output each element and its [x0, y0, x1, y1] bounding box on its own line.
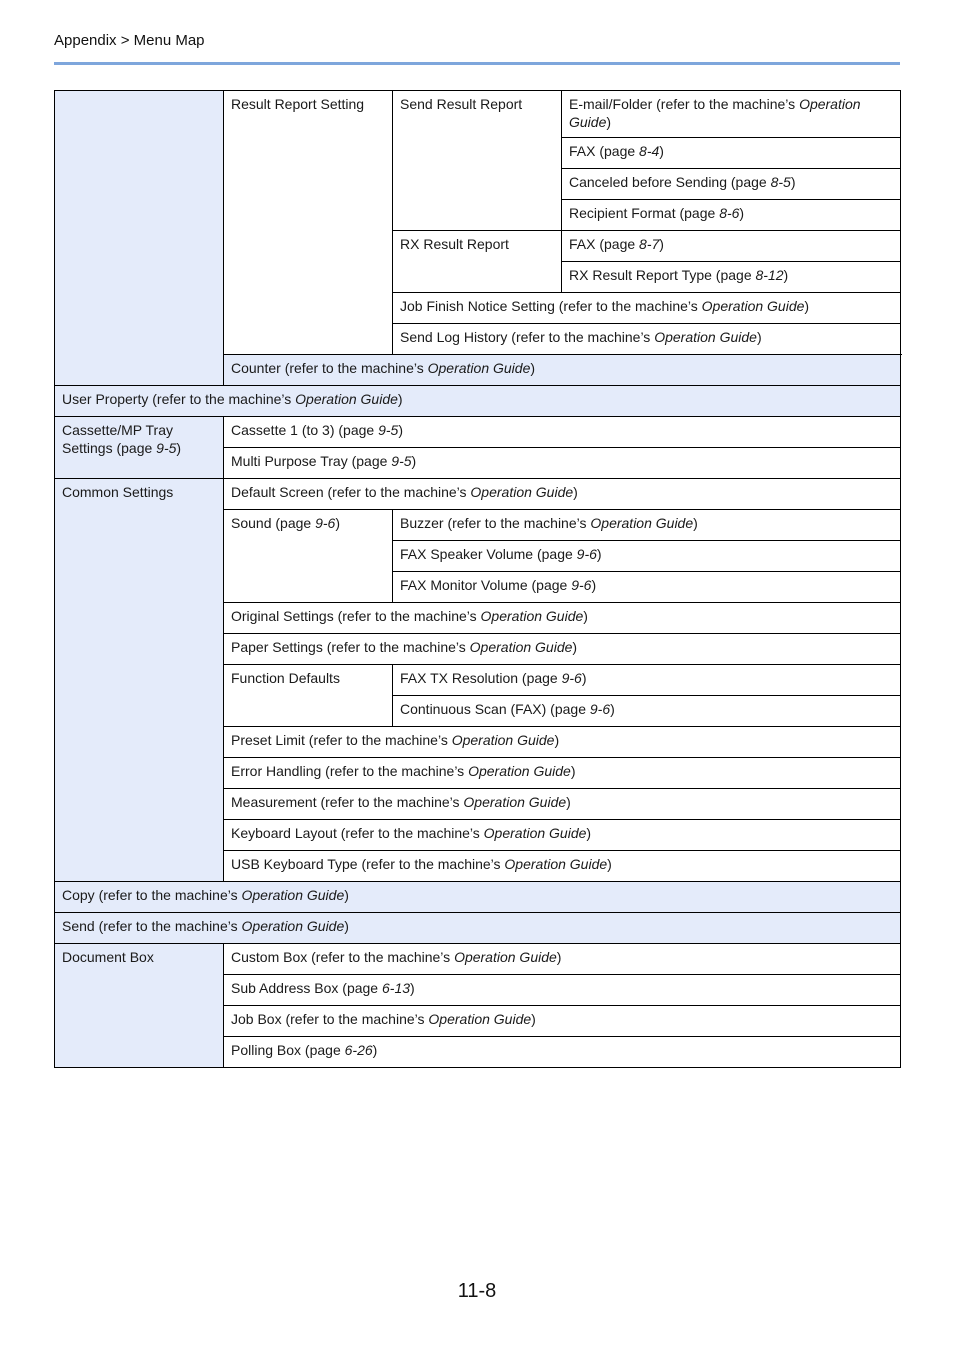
- menu-cell-sound: Sound (page 9-6): [224, 510, 393, 603]
- menu-cell-keyboard-layout: Keyboard Layout (refer to the machine’s Operation Guide): [224, 820, 901, 851]
- menu-cell-fax-speaker-volume: FAX Speaker Volume (page 9-6): [393, 541, 901, 572]
- menu-cell-fax: FAX (page 8-4): [562, 138, 901, 169]
- menu-cell-document-box: Document Box: [55, 944, 224, 1068]
- menu-cell-job-finish-notice: Job Finish Notice Setting (refer to the machine’s Operation Guide): [393, 293, 901, 324]
- header-divider: [54, 62, 900, 65]
- menu-cell-sub-address-box: Sub Address Box (page 6-13): [224, 975, 901, 1006]
- table-row: [55, 944, 901, 975]
- menu-cell-recipient-format: Recipient Format (page 8-6): [562, 200, 901, 231]
- menu-cell-common-settings: Common Settings: [55, 479, 224, 882]
- menu-cell-user-property: User Property (refer to the machine’s Operation Guide): [55, 386, 901, 417]
- menu-cell-email-folder: E-mail/Folder (refer to the machine’s Operation Guide): [562, 91, 901, 138]
- menu-cell-default-screen: Default Screen (refer to the machine’s Operation Guide): [224, 479, 901, 510]
- menu-cell-fax-tx-resolution: FAX TX Resolution (page 9-6): [393, 665, 901, 696]
- menu-cell-original-settings: Original Settings (refer to the machine’s Operation Guide): [224, 603, 901, 634]
- menu-cell-buzzer: Buzzer (refer to the machine’s Operation Guide): [393, 510, 901, 541]
- menu-cell-counter: Counter (refer to the machine’s Operation Guide): [224, 355, 901, 386]
- table-row: [55, 882, 901, 913]
- menu-cell-cassette-1: Cassette 1 (to 3) (page 9-5): [224, 417, 901, 448]
- menu-cell-error-handling: Error Handling (refer to the machine’s Operation Guide): [224, 758, 901, 789]
- menu-cell-copy: Copy (refer to the machine’s Operation Guide): [55, 882, 901, 913]
- menu-cell-blank: [55, 91, 224, 386]
- menu-cell-send-result-report: Send Result Report: [393, 91, 562, 231]
- table-row: [55, 386, 901, 417]
- table-row: [55, 479, 901, 510]
- menu-cell-preset-limit: Preset Limit (refer to the machine’s Operation Guide): [224, 727, 901, 758]
- menu-cell-measurement: Measurement (refer to the machine’s Operation Guide): [224, 789, 901, 820]
- menu-cell-send: Send (refer to the machine’s Operation Guide): [55, 913, 901, 944]
- menu-cell-custom-box: Custom Box (refer to the machine’s Operation Guide): [224, 944, 901, 975]
- table-row: [55, 913, 901, 944]
- menu-cell-fax-monitor-volume: FAX Monitor Volume (page 9-6): [393, 572, 901, 603]
- menu-cell-paper-settings: Paper Settings (refer to the machine’s Operation Guide): [224, 634, 901, 665]
- menu-cell-send-log-history: Send Log History (refer to the machine’s Operation Guide): [393, 324, 901, 355]
- menu-cell-canceled-before-sending: Canceled before Sending (page 8-5): [562, 169, 901, 200]
- page-number: 11-8: [457, 1280, 497, 1302]
- menu-cell-result-report-setting: Result Report Setting: [224, 91, 393, 355]
- menu-cell-usb-keyboard-type: USB Keyboard Type (refer to the machine’s Operation Guide): [224, 851, 901, 882]
- menu-cell-job-box: Job Box (refer to the machine’s Operation Guide): [224, 1006, 901, 1037]
- menu-cell-function-defaults: Function Defaults: [224, 665, 393, 727]
- menu-cell-rx-result-report-type: RX Result Report Type (page 8-12): [562, 262, 901, 293]
- menu-cell-continuous-scan: Continuous Scan (FAX) (page 9-6): [393, 696, 901, 727]
- menu-cell-cassette-mp-tray: Cassette/MP Tray Settings (page 9-5): [55, 417, 224, 479]
- menu-map-table: [54, 90, 901, 1068]
- menu-cell-rx-result-report: RX Result Report: [393, 231, 562, 293]
- menu-cell-polling-box: Polling Box (page 6-26): [224, 1037, 901, 1068]
- menu-cell-multi-purpose-tray: Multi Purpose Tray (page 9-5): [224, 448, 901, 479]
- table-row: [55, 91, 901, 138]
- table-row: [55, 417, 901, 448]
- breadcrumb: Appendix > Menu Map: [54, 32, 205, 49]
- menu-cell-rx-fax: FAX (page 8-7): [562, 231, 901, 262]
